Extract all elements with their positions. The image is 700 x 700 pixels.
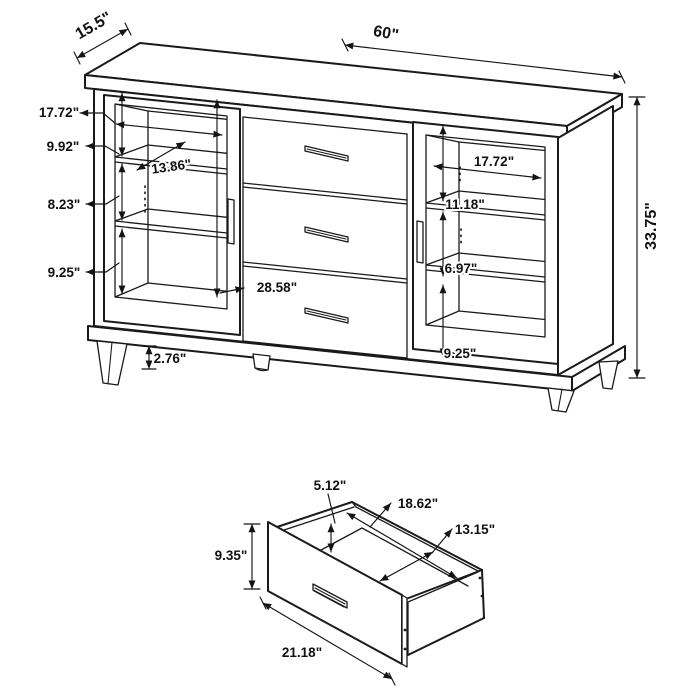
right-opening-width-label: 17.72" [473,154,515,169]
right-bottom-compartment-label: 9.25" [443,346,477,361]
drawer-clearance-label: 5.12" [313,478,347,493]
leg-clearance-label: 2.76" [153,351,187,366]
dim-drawer-interior-width [347,503,457,578]
dim-drawer-interior-depth [380,529,452,581]
overall-width-label: 60" [371,22,400,45]
left-opening-width-label: 17.72" [38,105,80,120]
left-middle-compartment-label: 8.23" [47,197,81,212]
left-shelf-diagonal-label: 13.86" [150,156,193,177]
back-right-leg [599,361,618,389]
overall-depth-label: 15.5" [72,9,115,44]
right-middle-compartment-label: 6.97" [444,261,478,276]
left-door-opening [115,104,227,309]
overall-height-label: 33.75" [643,202,660,250]
drawer-front-height-label: 9.35" [214,548,248,563]
left-top-compartment-label: 9.92" [46,139,80,154]
right-door-handle [417,221,423,263]
drawer-interior-depth-label: 13.15" [454,522,496,537]
left-bottom-compartment-label: 9.25" [47,265,81,280]
drawer-front-panel [268,522,402,664]
left-door-handle [228,199,234,244]
drawer-detail-view [268,502,484,667]
center-foot [253,354,270,370]
interior-height-label: 28.58" [256,280,298,295]
drawer-interior-width-label: 18.62" [397,496,439,511]
right-top-compartment-label: 11.18" [445,197,485,212]
drawer-overall-width-label: 21.18" [281,645,323,660]
